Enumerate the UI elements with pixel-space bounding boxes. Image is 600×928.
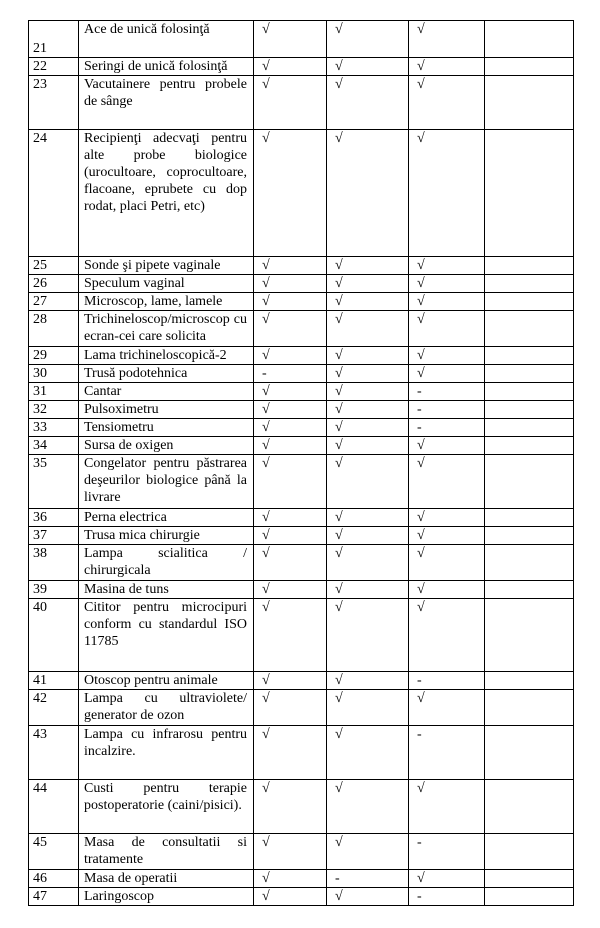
table-row bbox=[29, 870, 574, 888]
check-col-4 bbox=[485, 419, 574, 437]
check-col-2: √ bbox=[327, 437, 409, 455]
equipment-name: Cititor pentru microcipuri conform cu standardul ISO 11785 bbox=[79, 599, 254, 672]
check-col-1: √ bbox=[254, 21, 327, 58]
check-col-4 bbox=[485, 672, 574, 690]
check-col-1: √ bbox=[254, 527, 327, 545]
check-col-1: √ bbox=[254, 599, 327, 672]
equipment-name: Masina de tuns bbox=[79, 581, 254, 599]
row-number: 37 bbox=[29, 527, 79, 545]
table-row bbox=[29, 780, 574, 834]
table-row bbox=[29, 311, 574, 347]
equipment-name: Microscop, lame, lamele bbox=[79, 293, 254, 311]
check-col-3: √ bbox=[409, 437, 485, 455]
check-col-2: √ bbox=[327, 21, 409, 58]
check-col-4 bbox=[485, 726, 574, 780]
equipment-name: Masa de consultatii si tratamente bbox=[79, 834, 254, 870]
table-row bbox=[29, 545, 574, 581]
equipment-name: Speculum vaginal bbox=[79, 275, 254, 293]
table-row bbox=[29, 527, 574, 545]
equipment-name: Trichineloscop/microscop cu ecran-cei care solicita bbox=[79, 311, 254, 347]
table-row bbox=[29, 383, 574, 401]
check-col-3: √ bbox=[409, 58, 485, 76]
check-col-4 bbox=[485, 365, 574, 383]
check-col-3: √ bbox=[409, 347, 485, 365]
check-col-3: - bbox=[409, 888, 485, 906]
check-col-2: √ bbox=[327, 130, 409, 257]
check-col-2: - bbox=[327, 870, 409, 888]
check-col-3: √ bbox=[409, 581, 485, 599]
row-number: 40 bbox=[29, 599, 79, 672]
check-col-2: √ bbox=[327, 690, 409, 726]
table-row bbox=[29, 888, 574, 906]
check-col-1: √ bbox=[254, 347, 327, 365]
check-col-1: √ bbox=[254, 275, 327, 293]
check-col-1: √ bbox=[254, 870, 327, 888]
check-col-1: √ bbox=[254, 726, 327, 780]
table-row bbox=[29, 257, 574, 275]
row-number: 27 bbox=[29, 293, 79, 311]
check-col-1: √ bbox=[254, 455, 327, 509]
table-row bbox=[29, 58, 574, 76]
check-col-3: - bbox=[409, 383, 485, 401]
check-col-2: √ bbox=[327, 599, 409, 672]
table-row bbox=[29, 581, 574, 599]
equipment-name: Ace de unică folosinţă bbox=[79, 21, 254, 58]
row-number: 32 bbox=[29, 401, 79, 419]
equipment-name: Cantar bbox=[79, 383, 254, 401]
table-row bbox=[29, 690, 574, 726]
check-col-3: √ bbox=[409, 527, 485, 545]
check-col-1: √ bbox=[254, 672, 327, 690]
check-col-4 bbox=[485, 76, 574, 130]
table-row bbox=[29, 401, 574, 419]
check-col-2: √ bbox=[327, 726, 409, 780]
check-col-3: - bbox=[409, 401, 485, 419]
table-row bbox=[29, 293, 574, 311]
check-col-1: √ bbox=[254, 76, 327, 130]
check-col-3: √ bbox=[409, 257, 485, 275]
check-col-4 bbox=[485, 383, 574, 401]
row-number: 39 bbox=[29, 581, 79, 599]
check-col-2: √ bbox=[327, 347, 409, 365]
check-col-4 bbox=[485, 527, 574, 545]
check-col-4 bbox=[485, 545, 574, 581]
check-col-2: √ bbox=[327, 888, 409, 906]
check-col-3: √ bbox=[409, 130, 485, 257]
check-col-2: √ bbox=[327, 76, 409, 130]
check-col-3: √ bbox=[409, 690, 485, 726]
equipment-name: Laringoscop bbox=[79, 888, 254, 906]
check-col-1: √ bbox=[254, 401, 327, 419]
check-col-4 bbox=[485, 311, 574, 347]
row-number: 28 bbox=[29, 311, 79, 347]
check-col-1: √ bbox=[254, 834, 327, 870]
table-row bbox=[29, 672, 574, 690]
check-col-1: √ bbox=[254, 690, 327, 726]
equipment-name: Sonde şi pipete vaginale bbox=[79, 257, 254, 275]
table-row bbox=[29, 275, 574, 293]
check-col-2: √ bbox=[327, 311, 409, 347]
check-col-1: √ bbox=[254, 130, 327, 257]
row-number: 45 bbox=[29, 834, 79, 870]
check-col-2: √ bbox=[327, 257, 409, 275]
check-col-4 bbox=[485, 257, 574, 275]
check-col-1: √ bbox=[254, 311, 327, 347]
row-number: 30 bbox=[29, 365, 79, 383]
check-col-3: √ bbox=[409, 76, 485, 130]
check-col-3: √ bbox=[409, 365, 485, 383]
check-col-3: √ bbox=[409, 870, 485, 888]
check-col-1: √ bbox=[254, 257, 327, 275]
table-row bbox=[29, 834, 574, 870]
check-col-2: √ bbox=[327, 672, 409, 690]
check-col-2: √ bbox=[327, 780, 409, 834]
row-number: 21 bbox=[29, 21, 79, 58]
check-col-2: √ bbox=[327, 58, 409, 76]
check-col-4 bbox=[485, 690, 574, 726]
check-col-4 bbox=[485, 347, 574, 365]
row-number: 42 bbox=[29, 690, 79, 726]
check-col-3: - bbox=[409, 419, 485, 437]
check-col-4 bbox=[485, 780, 574, 834]
check-col-4 bbox=[485, 275, 574, 293]
table-row bbox=[29, 437, 574, 455]
equipment-name: Seringi de unică folosinţă bbox=[79, 58, 254, 76]
check-col-4 bbox=[485, 599, 574, 672]
equipment-name: Trusa mica chirurgie bbox=[79, 527, 254, 545]
check-col-4 bbox=[485, 58, 574, 76]
check-col-3: - bbox=[409, 672, 485, 690]
check-col-4 bbox=[485, 401, 574, 419]
row-number: 34 bbox=[29, 437, 79, 455]
check-col-1: √ bbox=[254, 58, 327, 76]
check-col-3: - bbox=[409, 726, 485, 780]
check-col-3: √ bbox=[409, 780, 485, 834]
equipment-table bbox=[28, 20, 574, 906]
check-col-1: √ bbox=[254, 293, 327, 311]
check-col-3: √ bbox=[409, 599, 485, 672]
equipment-table-body bbox=[29, 21, 574, 906]
equipment-name: Lampa scialitica / chirurgicala bbox=[79, 545, 254, 581]
check-col-4 bbox=[485, 870, 574, 888]
row-number: 23 bbox=[29, 76, 79, 130]
check-col-2: √ bbox=[327, 275, 409, 293]
row-number: 29 bbox=[29, 347, 79, 365]
equipment-name: Otoscop pentru animale bbox=[79, 672, 254, 690]
equipment-name: Lampa cu infrarosu pentru incalzire. bbox=[79, 726, 254, 780]
equipment-name: Recipienţi adecvaţi pentru alte probe biologice (urocultoare, coprocultoare, flacoane, eprubete cu dop rodat, placi Petri, etc) bbox=[79, 130, 254, 257]
table-row bbox=[29, 509, 574, 527]
table-row bbox=[29, 347, 574, 365]
check-col-2: √ bbox=[327, 545, 409, 581]
check-col-4 bbox=[485, 21, 574, 58]
equipment-name: Tensiometru bbox=[79, 419, 254, 437]
check-col-1: √ bbox=[254, 780, 327, 834]
table-row bbox=[29, 365, 574, 383]
check-col-1: √ bbox=[254, 383, 327, 401]
check-col-1: √ bbox=[254, 419, 327, 437]
check-col-2: √ bbox=[327, 383, 409, 401]
check-col-3: √ bbox=[409, 509, 485, 527]
check-col-3: √ bbox=[409, 21, 485, 58]
equipment-name: Perna electrica bbox=[79, 509, 254, 527]
check-col-2: √ bbox=[327, 293, 409, 311]
check-col-1: √ bbox=[254, 581, 327, 599]
row-number: 22 bbox=[29, 58, 79, 76]
row-number: 25 bbox=[29, 257, 79, 275]
table-row bbox=[29, 21, 574, 58]
equipment-name: Pulsoximetru bbox=[79, 401, 254, 419]
check-col-1: √ bbox=[254, 437, 327, 455]
check-col-1: √ bbox=[254, 509, 327, 527]
check-col-2: √ bbox=[327, 581, 409, 599]
check-col-2: √ bbox=[327, 365, 409, 383]
check-col-4 bbox=[485, 455, 574, 509]
row-number: 36 bbox=[29, 509, 79, 527]
table-row bbox=[29, 455, 574, 509]
equipment-name: Custi pentru terapie postoperatorie (caini/pisici). bbox=[79, 780, 254, 834]
row-number: 46 bbox=[29, 870, 79, 888]
check-col-1: - bbox=[254, 365, 327, 383]
check-col-3: - bbox=[409, 834, 485, 870]
check-col-2: √ bbox=[327, 527, 409, 545]
row-number: 35 bbox=[29, 455, 79, 509]
row-number: 47 bbox=[29, 888, 79, 906]
check-col-4 bbox=[485, 130, 574, 257]
check-col-4 bbox=[485, 437, 574, 455]
row-number: 41 bbox=[29, 672, 79, 690]
check-col-4 bbox=[485, 509, 574, 527]
row-number: 33 bbox=[29, 419, 79, 437]
check-col-4 bbox=[485, 581, 574, 599]
check-col-2: √ bbox=[327, 419, 409, 437]
row-number: 31 bbox=[29, 383, 79, 401]
check-col-3: √ bbox=[409, 275, 485, 293]
table-row bbox=[29, 130, 574, 257]
equipment-name: Vacutainere pentru probele de sânge bbox=[79, 76, 254, 130]
check-col-2: √ bbox=[327, 455, 409, 509]
check-col-3: √ bbox=[409, 293, 485, 311]
check-col-2: √ bbox=[327, 834, 409, 870]
row-number: 43 bbox=[29, 726, 79, 780]
check-col-4 bbox=[485, 888, 574, 906]
check-col-4 bbox=[485, 834, 574, 870]
check-col-1: √ bbox=[254, 888, 327, 906]
check-col-3: √ bbox=[409, 545, 485, 581]
equipment-name: Lampa cu ultraviolete/ generator de ozon bbox=[79, 690, 254, 726]
table-row bbox=[29, 599, 574, 672]
row-number: 44 bbox=[29, 780, 79, 834]
check-col-3: √ bbox=[409, 311, 485, 347]
equipment-name: Congelator pentru păstrarea deşeurilor biologice până la livrare bbox=[79, 455, 254, 509]
equipment-name: Sursa de oxigen bbox=[79, 437, 254, 455]
row-number: 38 bbox=[29, 545, 79, 581]
row-number: 24 bbox=[29, 130, 79, 257]
equipment-name: Masa de operatii bbox=[79, 870, 254, 888]
check-col-2: √ bbox=[327, 401, 409, 419]
equipment-name: Trusă podotehnica bbox=[79, 365, 254, 383]
row-number: 26 bbox=[29, 275, 79, 293]
check-col-3: √ bbox=[409, 455, 485, 509]
table-row bbox=[29, 726, 574, 780]
equipment-name: Lama trichineloscopică-2 bbox=[79, 347, 254, 365]
check-col-4 bbox=[485, 293, 574, 311]
check-col-2: √ bbox=[327, 509, 409, 527]
table-row bbox=[29, 419, 574, 437]
table-row bbox=[29, 76, 574, 130]
check-col-1: √ bbox=[254, 545, 327, 581]
